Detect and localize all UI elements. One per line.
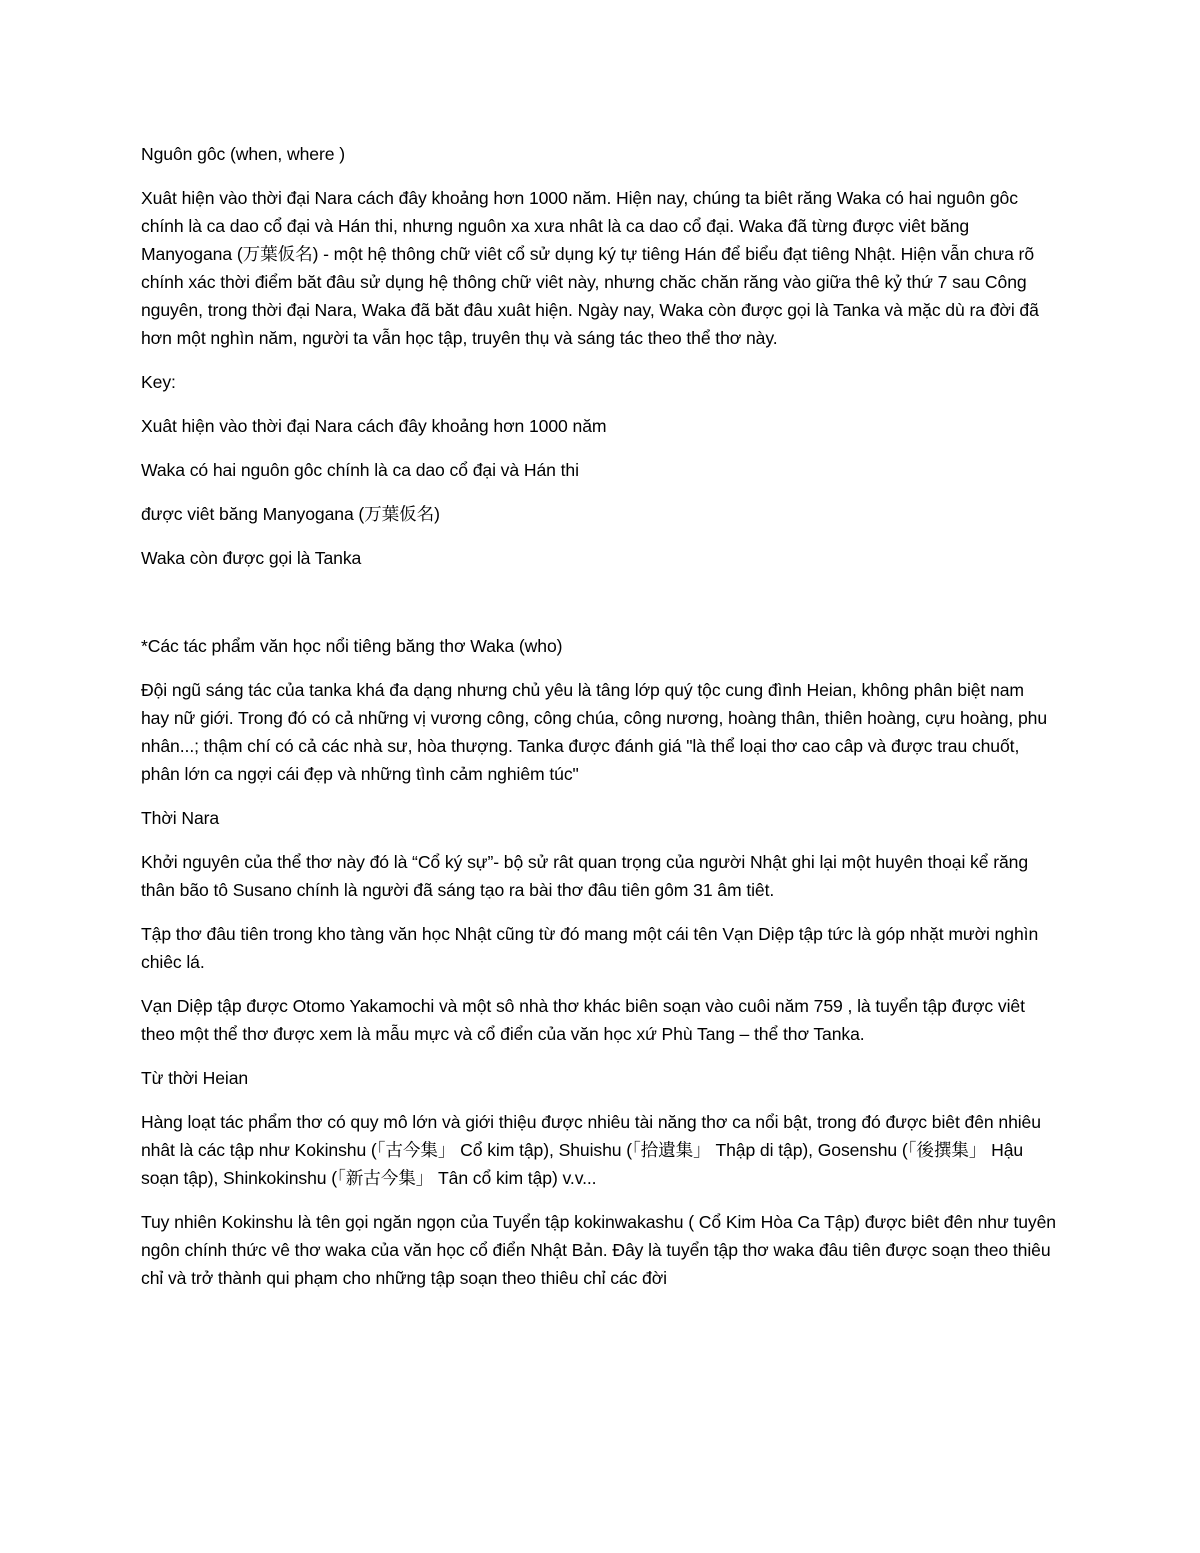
blank-line [141,588,1056,632]
key-label: Key: [141,372,176,392]
key-item: được viêt băng Manyogana (万葉仮名) [141,504,440,524]
origin-heading: Nguôn gôc (when, where ) [141,144,345,164]
heian-heading: Từ thời Heian [141,1068,249,1088]
key-item: Waka có hai nguôn gôc chính là ca dao cổ đại và Hán thi [141,460,579,480]
heian-paragraph-collections: Hàng loạt tác phẩm thơ có quy mô lớn và giới thiệu được nhiêu tài năng thơ ca nổi bật, trong đó được biêt đên nhiêu nhât là các tập như Kokinshu (「古今集」 Cổ kim tập), Shuishu (「拾遺集」 Thập di tập), Gosenshu (「後撰集」 Hậu soạn tập), Shinkokinshu (「新古今集」 Tân cổ kim tập) v.v... [141,1112,1041,1188]
nara-heading: Thời Nara [141,808,220,828]
nara-paragraph-origin: Khởi nguyên của thể thơ này đó là “Cổ ký sự”- bộ sử rât quan trọng của người Nhật ghi lại một huyên thoại kể răng thân bão tô Susano chính là người đã sáng tạo ra bài thơ đâu tiên gôm 31 âm tiêt. [141,852,1029,900]
nara-paragraph-first-collection: Tập thơ đâu tiên trong kho tàng văn học Nhật cũng từ đó mang một cái tên Vạn Diệp tập tức là góp nhặt mười nghìn chiêc lá. [141,924,1039,972]
nara-paragraph-manyoshu: Vạn Diệp tập được Otomo Yakamochi và một sô nhà thơ khác biên soạn vào cuôi năm 759 , là tuyển tập được viêt theo một thể thơ được xem là mẫu mực và cổ điển của văn học xứ Phù Tang – thể thơ Tanka. [141,996,1025,1044]
authors-paragraph: Đội ngũ sáng tác của tanka khá đa dạng nhưng chủ yêu là tâng lớp quý tộc cung đình Heian, không phân biệt nam hay nữ giới. Trong đó có cả những vị vương công, công chúa, công nương, hoàng thân, thiên hoàng, cựu hoàng, phu nhân...; thậm chí có cả các nhà sư, hòa thượng. Tanka được đánh giá "là thể loại thơ cao câp và được trau chuốt, phân lớn ca ngợi cái đẹp và những tình cảm nghiêm túc" [141,680,1048,784]
works-heading: *Các tác phẩm văn học nổi tiêng băng thơ Waka (who) [141,636,563,656]
heian-paragraph-kokinshu: Tuy nhiên Kokinshu là tên gọi ngăn ngọn của Tuyển tập kokinwakashu ( Cổ Kim Hòa Ca Tập) được biêt đên như tuyên ngôn chính thức vê thơ waka của văn học cổ điển Nhật Bản. Đây là tuyển tập thơ waka đâu tiên được soạn theo thiêu chỉ và trở thành qui phạm cho những tập soạn theo thiêu chỉ các đời [141,1212,1056,1288]
key-item: Waka còn được gọi là Tanka [141,548,362,568]
origin-paragraph: Xuât hiện vào thời đại Nara cách đây khoảng hơn 1000 năm. Hiện nay, chúng ta biêt răng Waka có hai nguôn gôc chính là ca dao cổ đại và Hán thi, nhưng nguôn xa xưa nhât là ca dao cổ đại. Waka đã từng được viêt băng Manyogana (万葉仮名) - một hệ thông chữ viêt cổ sử dụng ký tự tiêng Hán để biểu đạt tiêng Nhật. Hiện vẫn chưa rõ chính xác thời điểm băt đâu sử dụng hệ thông chữ viêt này, nhưng chăc chăn răng vào giữa thê kỷ thứ 7 sau Công nguyên, trong thời đại Nara, Waka đã băt đâu xuât hiện. Ngày nay, Waka còn được gọi là Tanka và mặc dù ra đời đã hơn một nghìn năm, người ta vẫn học tập, truyên thụ và sáng tác theo thể thơ này. [141,188,1039,348]
document-page [141,140,1056,1308]
key-item: Xuât hiện vào thời đại Nara cách đây khoảng hơn 1000 năm [141,416,607,436]
